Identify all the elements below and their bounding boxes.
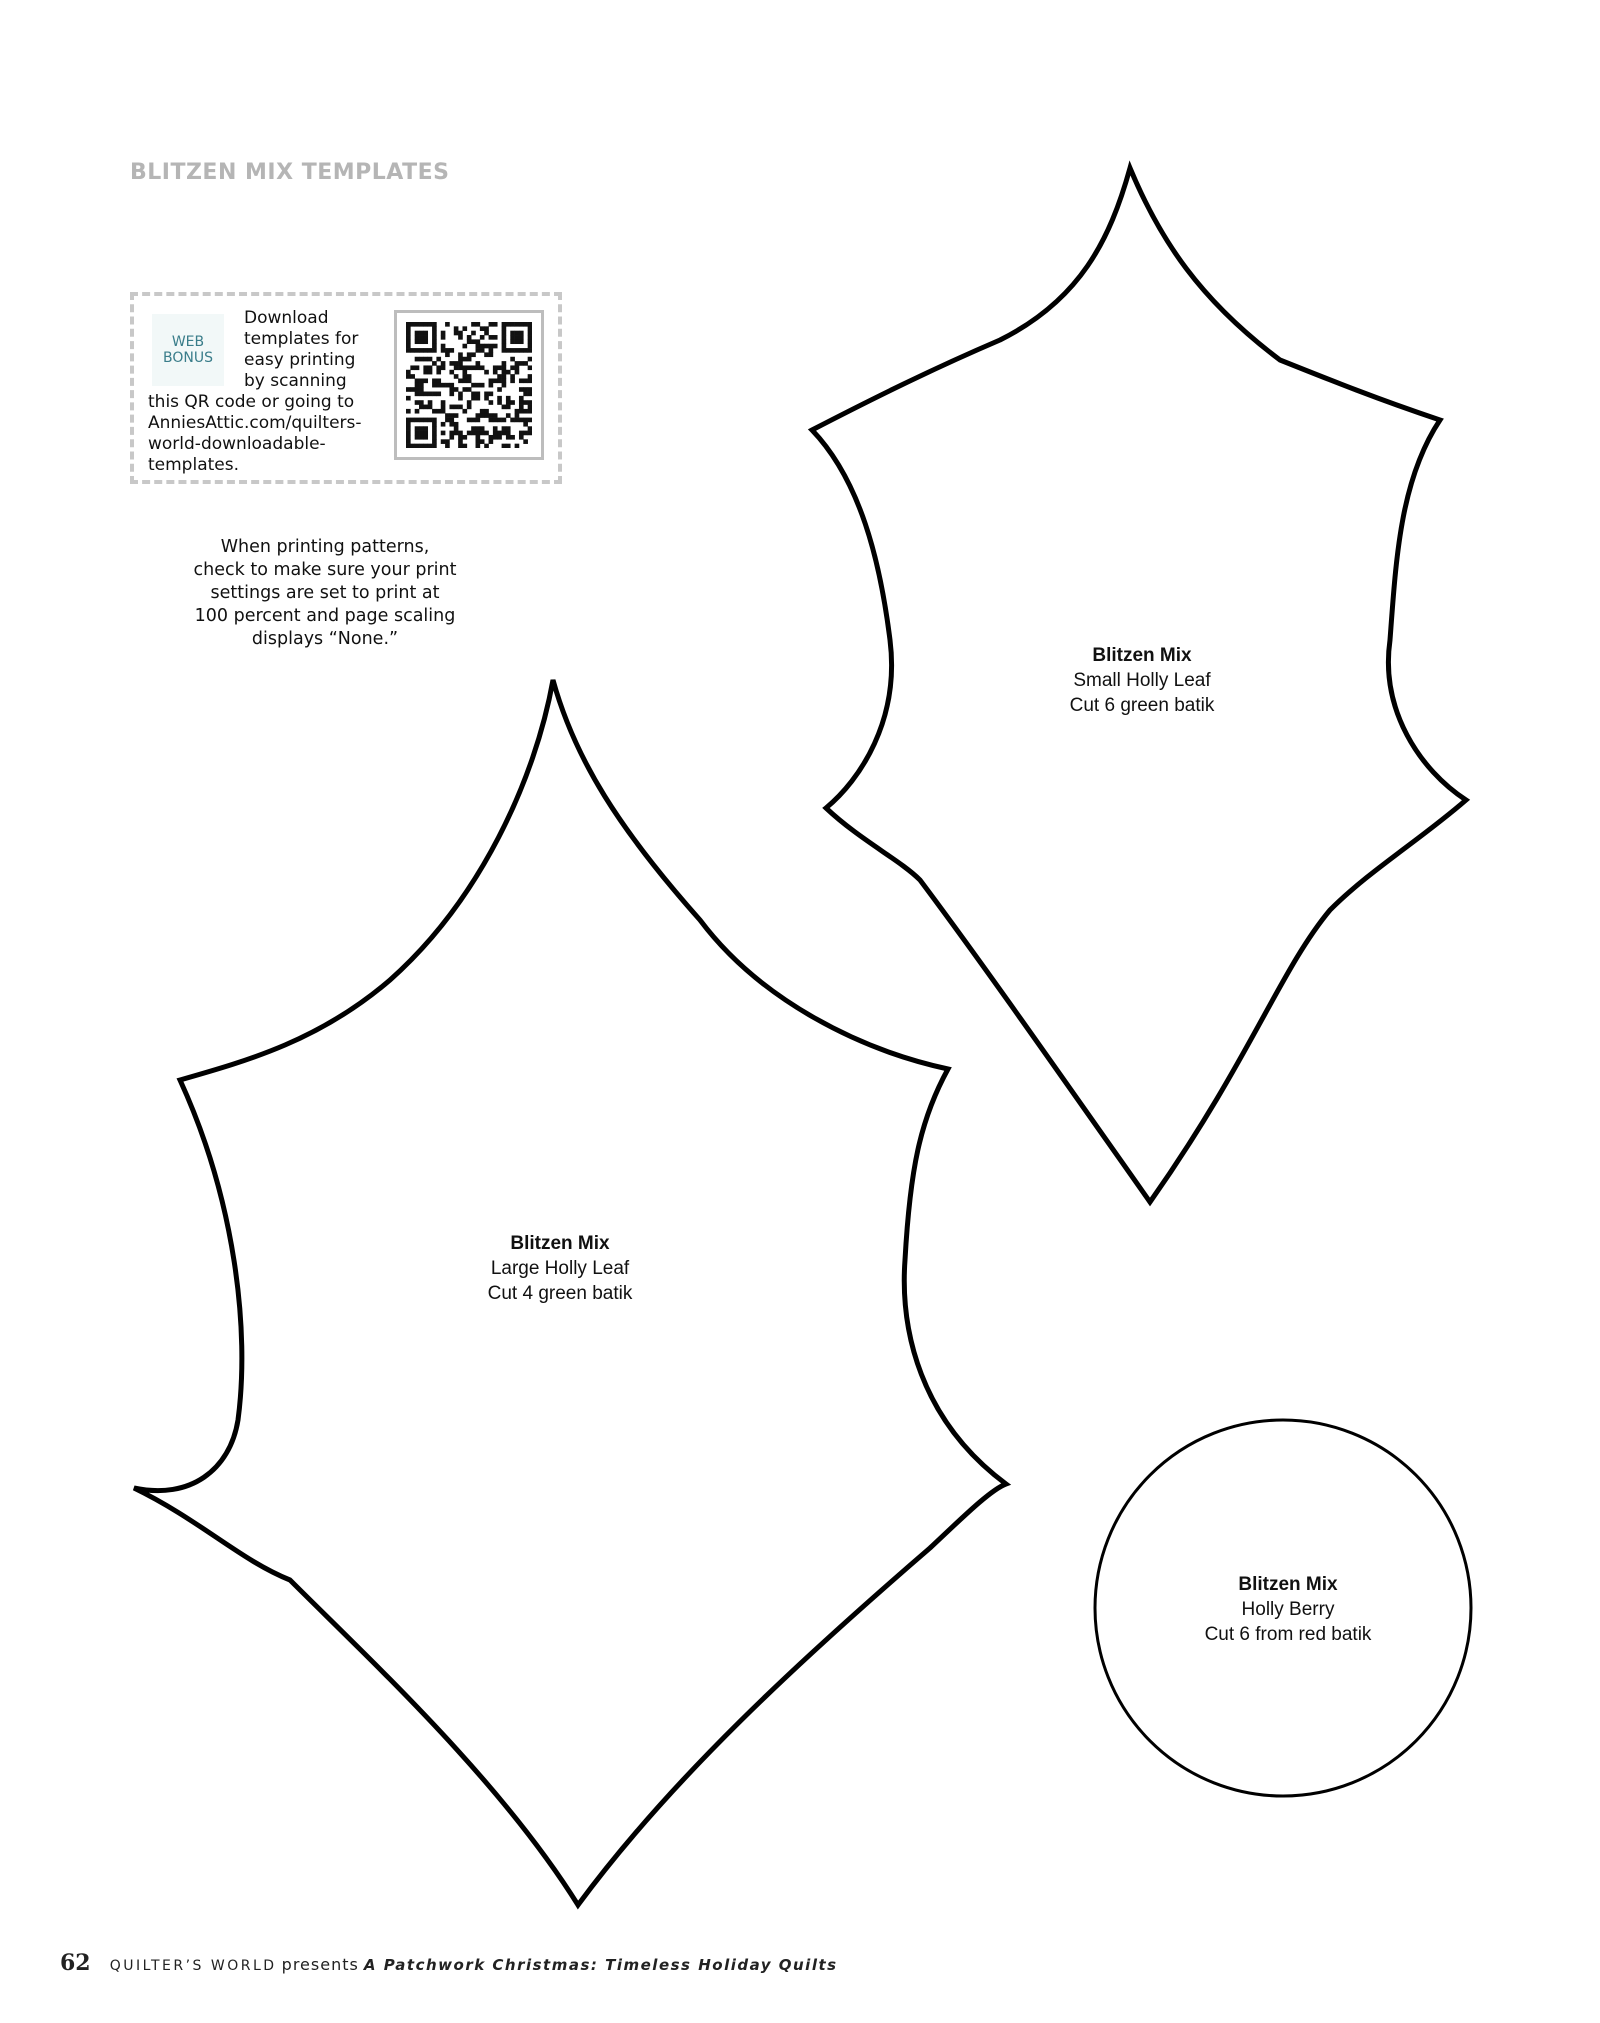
web-bonus-badge-line1: WEB: [171, 334, 205, 350]
book-title: A Patchwork Christmas: Timeless Holiday Quilts: [363, 1956, 838, 1974]
web-bonus-line: easy printing: [244, 350, 356, 370]
web-bonus-line: by scanning: [244, 371, 347, 391]
print-note-line: When printing patterns,: [220, 537, 430, 557]
publication-name: QUILTER’S WORLD: [109, 1958, 277, 1974]
large-holly-leaf-title: Blitzen Mix: [510, 1233, 610, 1254]
holly-berry-name: Holly Berry: [1241, 1599, 1335, 1620]
large-holly-leaf-label: [430, 1231, 690, 1306]
web-bonus-link[interactable]: templates.: [148, 455, 240, 475]
small-holly-leaf-cut: Cut 6 green batik: [1069, 695, 1215, 716]
web-bonus-badge-line2: BONUS: [163, 350, 213, 366]
page-footer: [60, 1950, 838, 1976]
holly-berry-title: Blitzen Mix: [1238, 1574, 1338, 1595]
web-bonus-line: this QR code or going to: [148, 392, 355, 412]
web-bonus-line: templates for: [244, 329, 359, 349]
presents-text: presents: [281, 1955, 359, 1974]
print-note-line: settings are set to print at: [210, 583, 440, 603]
web-bonus-link[interactable]: AnniesAttic.com/quilters-: [148, 413, 362, 433]
web-bonus-link[interactable]: world-downloadable-: [148, 434, 326, 454]
print-note-line: displays “None.”: [251, 629, 399, 649]
print-note-line: check to make sure your print: [193, 560, 457, 580]
page-number: 62: [60, 1950, 91, 1976]
holly-berry-label: [1158, 1572, 1418, 1647]
holly-berry-cut: Cut 6 from red batik: [1204, 1624, 1372, 1645]
large-holly-leaf-cut: Cut 4 green batik: [487, 1283, 633, 1304]
large-holly-leaf-name: Large Holly Leaf: [490, 1258, 630, 1279]
print-note-line: 100 percent and page scaling: [194, 606, 456, 626]
web-bonus-line: Download: [244, 308, 329, 328]
small-holly-leaf-name: Small Holly Leaf: [1073, 670, 1211, 691]
small-holly-leaf-title: Blitzen Mix: [1092, 645, 1192, 666]
small-holly-leaf-label: [1012, 643, 1272, 718]
page-title: BLITZEN MIX TEMPLATES: [130, 160, 450, 185]
